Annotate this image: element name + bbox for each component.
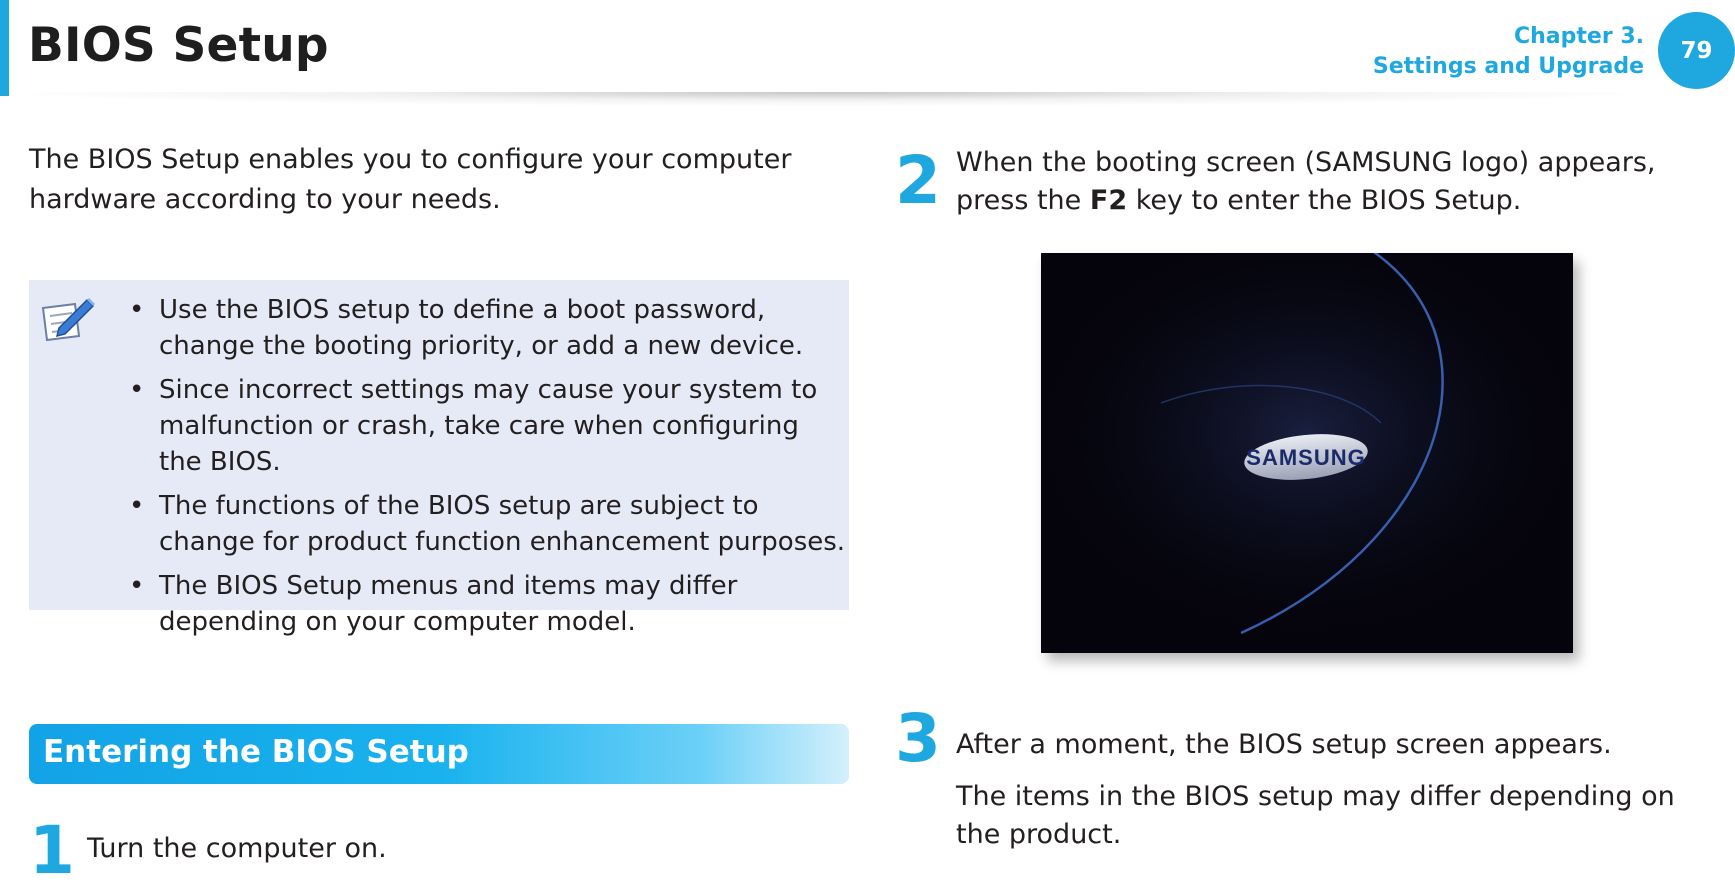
chapter-heading bbox=[1373, 22, 1644, 82]
chapter-label: Chapter 3. bbox=[1513, 24, 1644, 49]
step-2-text-after: key to enter the BIOS Setup. bbox=[1127, 185, 1522, 216]
f2-key-label: F2 bbox=[1089, 185, 1128, 216]
step-3-subtext: The items in the BIOS setup may differ depending on the product. bbox=[956, 781, 1675, 850]
note-item bbox=[129, 488, 849, 560]
samsung-boot-screen-image bbox=[1041, 253, 1573, 653]
note-box bbox=[29, 280, 849, 637]
note-list bbox=[129, 292, 849, 648]
step-3-text: After a moment, the BIOS setup screen appears. bbox=[956, 729, 1612, 760]
page-number-badge: 79 bbox=[1658, 12, 1735, 89]
note-item-text: The functions of the BIOS setup are subject to change for product function enhancement purposes. bbox=[159, 491, 846, 557]
note-item-text: Since incorrect settings may cause your system to malfunction or crash, take care when configuring the BIOS. bbox=[159, 375, 818, 477]
bullet-glyph: • bbox=[129, 375, 145, 405]
intro-paragraph: The BIOS Setup enables you to configure your computer hardware according to your needs. bbox=[29, 144, 792, 215]
header-accent-bar bbox=[0, 0, 9, 96]
bullet-glyph: • bbox=[129, 491, 145, 521]
step-2-text bbox=[956, 144, 1726, 220]
note-item-text: Use the BIOS setup to define a boot password, change the booting priority, or add a new device. bbox=[159, 295, 804, 361]
step-1-number: 1 bbox=[29, 812, 75, 889]
note-item bbox=[129, 568, 849, 640]
samsung-logo-text: SAMSUNG bbox=[1246, 445, 1366, 470]
chapter-subtitle: Settings and Upgrade bbox=[1372, 54, 1644, 79]
section-banner bbox=[29, 724, 849, 784]
step-1-text: Turn the computer on. bbox=[87, 833, 387, 864]
bullet-glyph: • bbox=[129, 295, 145, 325]
step-3-number: 3 bbox=[895, 700, 941, 777]
step-2-number: 2 bbox=[895, 142, 941, 219]
note-item bbox=[129, 292, 849, 364]
bullet-glyph: • bbox=[129, 571, 145, 601]
note-item bbox=[129, 372, 849, 480]
header-divider bbox=[9, 92, 1649, 106]
step-2-text-before: When the booting screen (SAMSUNG logo) appears, press the bbox=[956, 147, 1656, 216]
page-title: BIOS Setup bbox=[28, 18, 329, 73]
pencil-note-icon bbox=[39, 294, 97, 344]
note-item-text: The BIOS Setup menus and items may differ depending on your computer model. bbox=[159, 571, 738, 637]
section-title: Entering the BIOS Setup bbox=[43, 734, 469, 770]
